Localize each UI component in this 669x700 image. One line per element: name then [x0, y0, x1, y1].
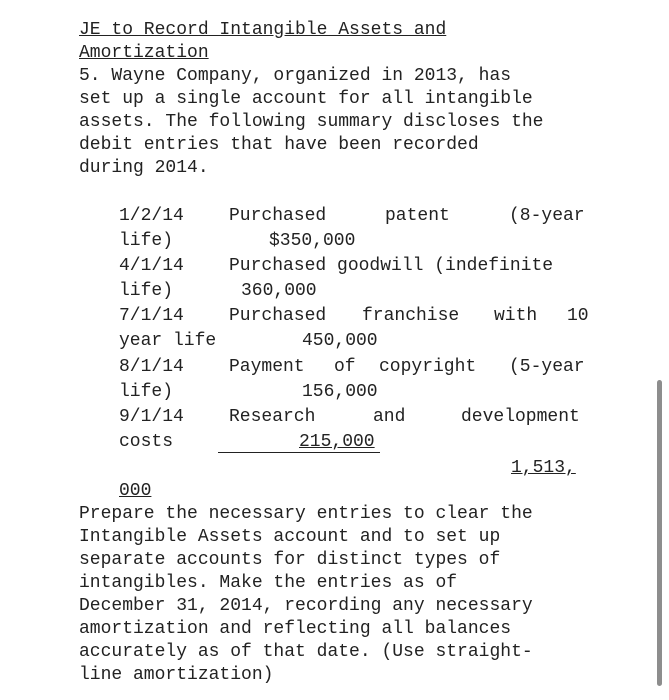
heading-line-2: Amortization — [79, 43, 209, 63]
entry-3-desc-word-4: 10 — [567, 306, 589, 326]
instructions-line-3: separate accounts for distinct types of — [79, 550, 501, 570]
instructions-line-5: December 31, 2014, recording any necessary — [79, 596, 533, 616]
entry-4-desc-cont: life) — [119, 382, 174, 402]
total-part-2: 000 — [119, 481, 152, 501]
entry-3-desc-word-3: with — [494, 306, 538, 326]
entry-2-date: 4/1/14 — [119, 256, 184, 276]
entry-4-amount: 156,000 — [302, 382, 378, 402]
total-rule — [218, 452, 380, 453]
entry-3-desc-word-2: franchise — [362, 306, 460, 326]
entry-1-date: 1/2/14 — [119, 206, 184, 226]
total-part-1: 1,513, — [511, 458, 576, 478]
entry-1-desc-word-3: (8-year — [509, 206, 585, 226]
heading-line-1: JE to Record Intangible Assets and — [79, 20, 447, 40]
entry-1-desc-word-1: Purchased — [229, 206, 327, 226]
entry-1-desc-word-2: patent — [385, 206, 450, 226]
entry-5-desc-word-2: and — [373, 407, 406, 427]
intro-line-5: during 2014. — [79, 158, 209, 178]
entry-4-desc-word-3: copyright — [379, 357, 477, 377]
entry-5-date: 9/1/14 — [119, 407, 184, 427]
intro-line-2: set up a single account for all intangible — [79, 89, 533, 109]
entry-2-amount: 360,000 — [241, 281, 317, 301]
instructions-line-6: amortization and reflecting all balances — [79, 619, 512, 639]
instructions-line-4: intangibles. Make the entries as of — [79, 573, 458, 593]
instructions-line-1: Prepare the necessary entries to clear the — [79, 504, 533, 524]
entry-3-desc-word-1: Purchased — [229, 306, 327, 326]
vertical-scrollbar[interactable] — [657, 380, 662, 686]
entry-3-date: 7/1/14 — [119, 306, 184, 326]
entry-2-desc: Purchased goodwill (indefinite — [229, 256, 554, 276]
entry-5-amount: 215,000 — [299, 432, 375, 452]
intro-line-4: debit entries that have been recorded — [79, 135, 479, 155]
entry-1-amount: $350,000 — [269, 231, 356, 251]
intro-line-1: 5. Wayne Company, organized in 2013, has — [79, 66, 512, 86]
instructions-line-7: accurately as of that date. (Use straight- — [79, 642, 533, 662]
entry-3-amount: 450,000 — [302, 331, 378, 351]
entry-5-desc-word-1: Research — [229, 407, 316, 427]
entry-1-desc-cont: life) — [119, 231, 174, 251]
entry-5-desc-cont: costs — [119, 432, 174, 452]
entry-4-desc-word-1: Payment — [229, 357, 305, 377]
entry-2-desc-cont: life) — [119, 281, 174, 301]
instructions-line-2: Intangible Assets account and to set up — [79, 527, 501, 547]
entry-4-date: 8/1/14 — [119, 357, 184, 377]
entry-3-desc-cont: year life — [119, 331, 217, 351]
instructions-line-8: line amortization) — [79, 665, 274, 685]
intro-line-3: assets. The following summary discloses the — [79, 112, 544, 132]
entry-5-desc-word-3: development — [461, 407, 580, 427]
entry-4-desc-word-4: (5-year — [509, 357, 585, 377]
entry-4-desc-word-2: of — [334, 357, 356, 377]
